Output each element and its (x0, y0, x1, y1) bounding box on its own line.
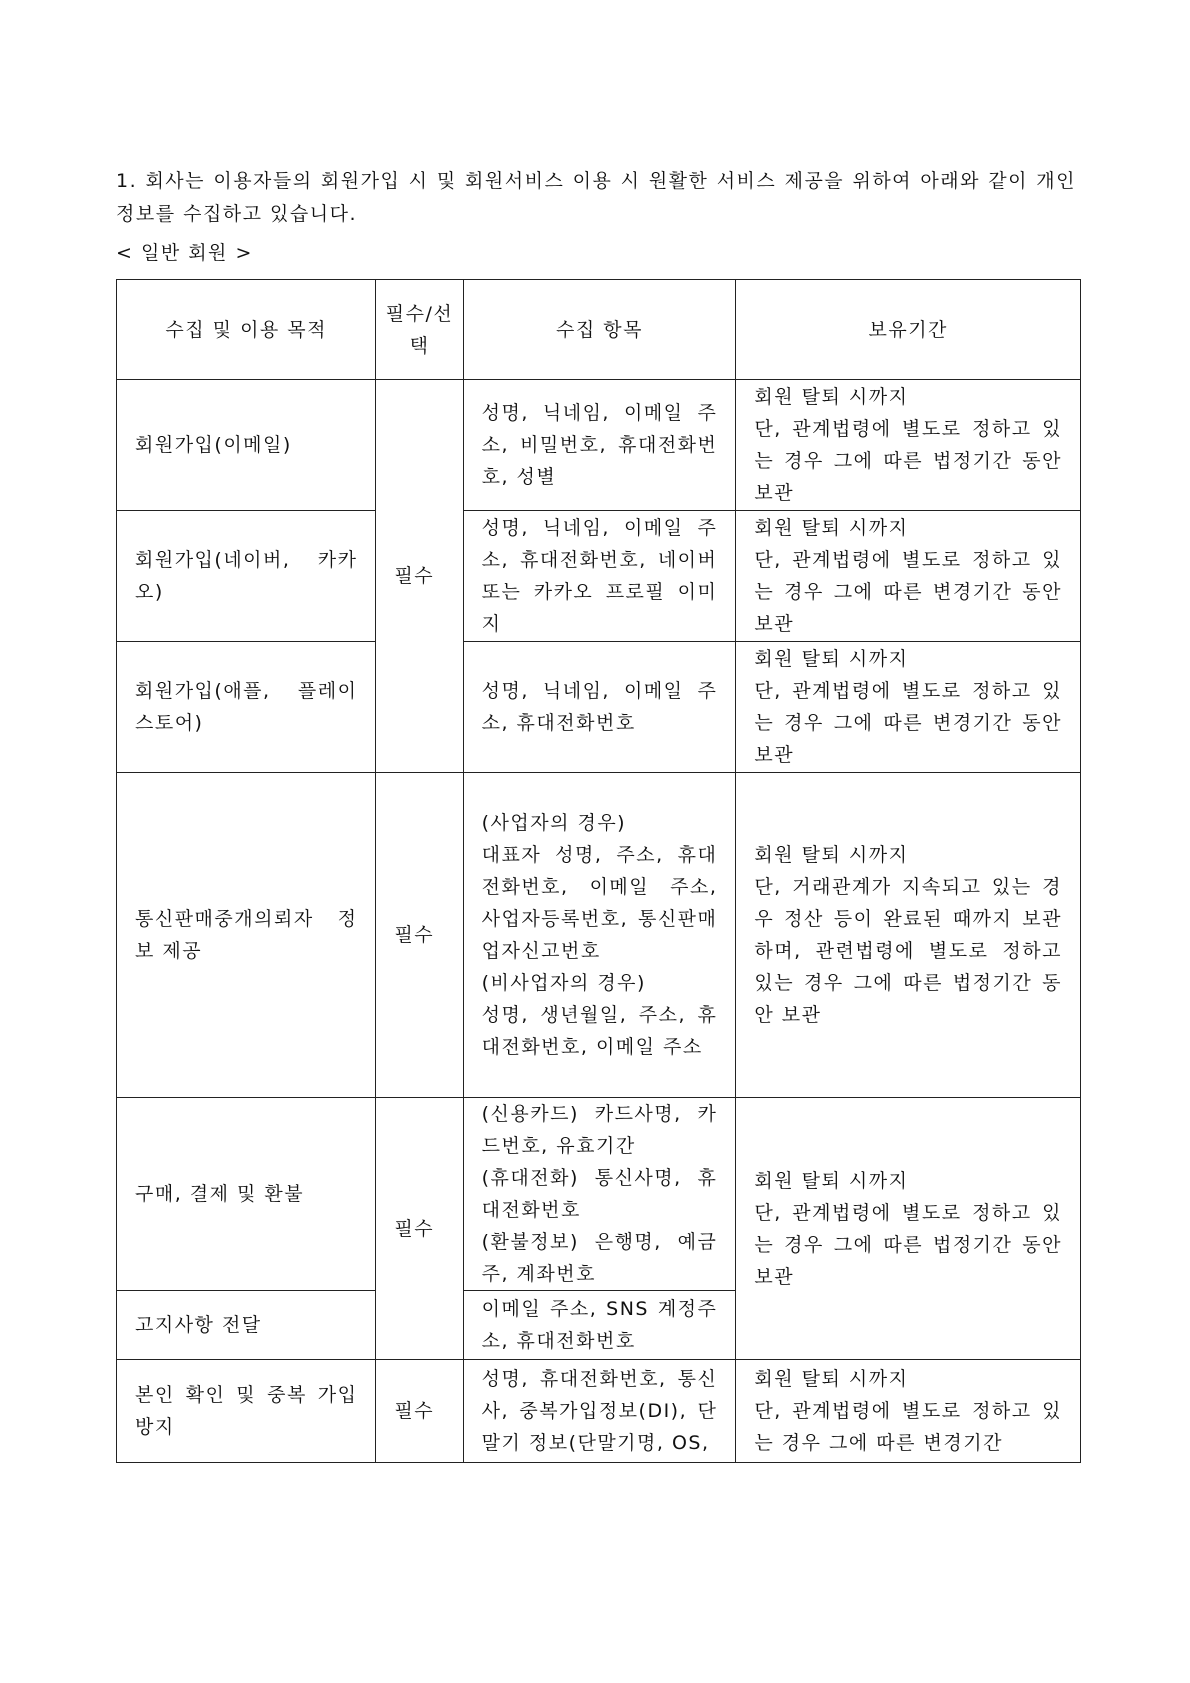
cell-line: 단, 관계법령에 별도로 정하고 있는 경우 그에 따른 변경기간 동안 보관 (754, 680, 1062, 766)
table-row (117, 642, 1081, 773)
purpose-cell: 구매, 결제 및 환불 (117, 1098, 376, 1291)
cell-line: 단, 거래관계가 지속되고 있는 경우 정산 등이 완료된 때까지 보관하며, 관련법령에 별도로 정하고 있는 경우 그에 따른 법정기간 동안 보관 (754, 876, 1062, 1026)
header-items: 수집 항목 (463, 280, 736, 380)
purpose-cell: 회원가입(이메일) (117, 380, 376, 511)
table-row (117, 380, 1081, 511)
retention-cell (736, 1098, 1081, 1360)
cell-line: 단, 관계법령에 별도로 정하고 있는 경우 그에 따른 법정기간 동안 보관 (754, 418, 1062, 504)
required-cell: 필수 (376, 380, 463, 773)
cell-line: (휴대전화) 통신사명, 휴대전화번호 (481, 1167, 718, 1221)
required-cell: 필수 (376, 773, 463, 1098)
items-cell (463, 1098, 736, 1291)
table-row (117, 1098, 1081, 1291)
cell-line: 회원 탈퇴 시까지 (754, 386, 909, 408)
items-cell: 성명, 닉네임, 이메일 주소, 휴대전화번호 (463, 642, 736, 773)
table-header-row (117, 280, 1081, 380)
table-row (117, 773, 1081, 1098)
table-row (117, 511, 1081, 642)
retention-cell (736, 380, 1081, 511)
cell-line: 단, 관계법령에 별도로 정하고 있는 경우 그에 따른 변경기간 (754, 1400, 1062, 1454)
cell-line: 단, 관계법령에 별도로 정하고 있는 경우 그에 따른 법정기간 동안 보관 (754, 1201, 1062, 1288)
retention-cell (736, 773, 1081, 1098)
cell-line: 성명, 생년월일, 주소, 휴대전화번호, 이메일 주소 (481, 1004, 718, 1058)
cell-line: 회원 탈퇴 시까지 (754, 1368, 909, 1390)
items-cell (463, 773, 736, 1098)
purpose-cell: 통신판매중개의뢰자 정보 제공 (117, 773, 376, 1098)
intro-paragraph (116, 165, 1076, 231)
cell-line: 단, 관계법령에 별도로 정하고 있는 경우 그에 따른 변경기간 동안 보관 (754, 549, 1062, 635)
required-cell: 필수 (376, 1360, 463, 1463)
intro-text: 1. 회사는 이용자들의 회원가입 시 및 회원서비스 이용 시 원활한 서비스 제공을 위하여 아래와 같이 개인정보를 수집하고 있습니다. (116, 170, 1076, 225)
cell-line: 회원 탈퇴 시까지 (754, 517, 909, 539)
purpose-cell: 본인 확인 및 중복 가입 방지 (117, 1360, 376, 1463)
items-cell: 이메일 주소, SNS 계정주소, 휴대전화번호 (463, 1291, 736, 1360)
header-required: 필수/선택 (376, 280, 463, 380)
table-row (117, 1360, 1081, 1463)
header-purpose: 수집 및 이용 목적 (117, 280, 376, 380)
purpose-cell: 회원가입(네이버, 카카오) (117, 511, 376, 642)
items-cell: 성명, 휴대전화번호, 통신사, 중복가입정보(DI), 단말기 정보(단말기명, OS, (463, 1360, 736, 1463)
purpose-cell: 회원가입(애플, 플레이스토어) (117, 642, 376, 773)
cell-line: 회원 탈퇴 시까지 (754, 1169, 909, 1192)
privacy-collection-table (116, 279, 1081, 1463)
purpose-cell: 고지사항 전달 (117, 1291, 376, 1360)
header-retention: 보유기간 (736, 280, 1081, 380)
required-cell: 필수 (376, 1098, 463, 1360)
retention-cell (736, 511, 1081, 642)
retention-cell (736, 1360, 1081, 1463)
cell-line: 회원 탈퇴 시까지 (754, 844, 909, 866)
cell-line: 대표자 성명, 주소, 휴대전화번호, 이메일 주소, 사업자등록번호, 통신판매업자신고번호 (481, 844, 718, 962)
section-title: < 일반 회원 > (116, 242, 253, 264)
items-cell: 성명, 닉네임, 이메일 주소, 비밀번호, 휴대전화번호, 성별 (463, 380, 736, 511)
cell-line: (환불정보) 은행명, 예금주, 계좌번호 (481, 1231, 718, 1285)
retention-cell (736, 642, 1081, 773)
items-cell: 성명, 닉네임, 이메일 주소, 휴대전화번호, 네이버 또는 카카오 프로필 이미지 (463, 511, 736, 642)
cell-line: (비사업자의 경우) (481, 972, 646, 994)
cell-line: (사업자의 경우) (481, 812, 627, 834)
cell-line: (신용카드) 카드사명, 카드번호, 유효기간 (481, 1103, 718, 1157)
cell-line: 회원 탈퇴 시까지 (754, 648, 909, 670)
